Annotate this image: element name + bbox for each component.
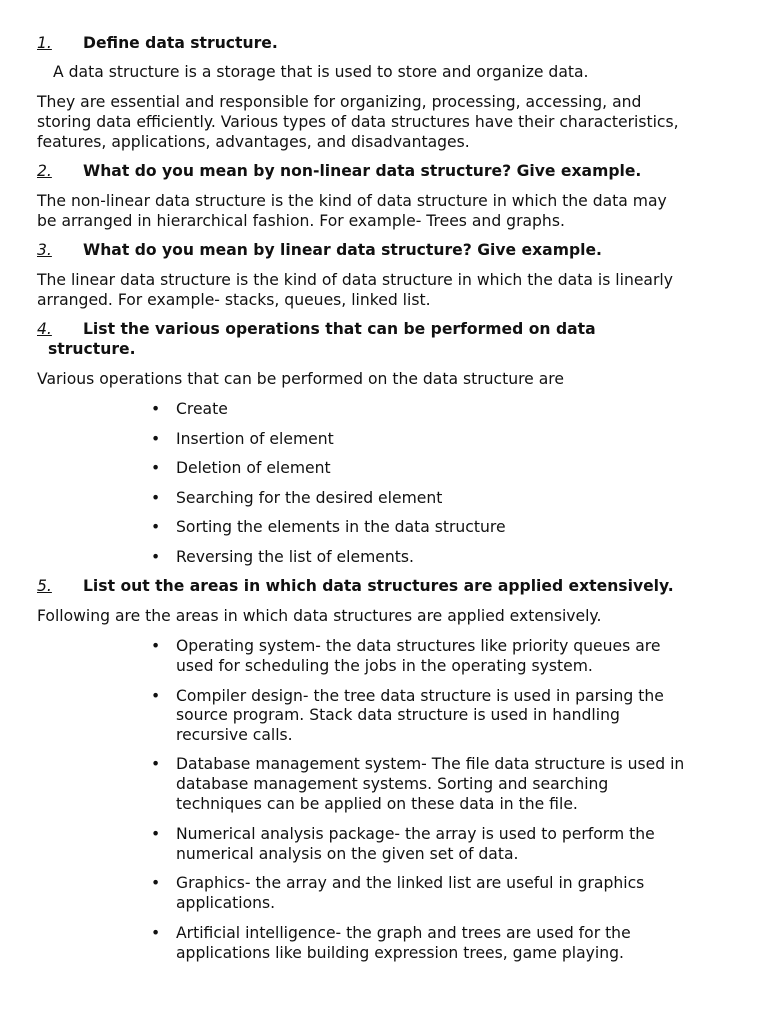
list-item-cont: database management systems. Sorting and searching bbox=[176, 775, 609, 793]
answer-line: arranged. For example- stacks, queues, linked list. bbox=[37, 291, 431, 309]
question-number: 2. bbox=[37, 162, 52, 180]
bullet-icon: • bbox=[151, 755, 161, 773]
list-item-cont: source program. Stack data structure is used in handling bbox=[176, 706, 620, 724]
list-item: Numerical analysis package- the array is used to perform the bbox=[176, 825, 655, 843]
bullet-icon: • bbox=[151, 489, 161, 507]
question-number: 4. bbox=[37, 320, 52, 338]
question-3-heading bbox=[37, 240, 602, 260]
bullet-icon: • bbox=[151, 637, 161, 655]
question-number: 1. bbox=[37, 34, 52, 52]
question-number: 5. bbox=[37, 577, 52, 595]
bullet-icon: • bbox=[151, 430, 161, 448]
list-item: Deletion of element bbox=[176, 459, 331, 477]
bullet-icon: • bbox=[151, 400, 161, 418]
answer-line: They are essential and responsible for organizing, processing, accessing, and bbox=[37, 93, 642, 111]
question-title: What do you mean by linear data structure? Give example. bbox=[83, 241, 602, 259]
list-item-cont: techniques can be applied on these data in the file. bbox=[176, 795, 578, 813]
list-item-cont: used for scheduling the jobs in the operating system. bbox=[176, 657, 593, 675]
question-2-heading bbox=[37, 161, 641, 181]
answer-line: A data structure is a storage that is used to store and organize data. bbox=[53, 63, 589, 81]
list-item: Compiler design- the tree data structure is used in parsing the bbox=[176, 687, 664, 705]
bullet-icon: • bbox=[151, 687, 161, 705]
list-item: Artificial intelligence- the graph and trees are used for the bbox=[176, 924, 631, 942]
question-title: List the various operations that can be performed on data bbox=[83, 320, 596, 338]
answer-intro: Various operations that can be performed on the data structure are bbox=[37, 370, 564, 388]
question-title: What do you mean by non-linear data structure? Give example. bbox=[83, 162, 642, 180]
answer-line: be arranged in hierarchical fashion. For example- Trees and graphs. bbox=[37, 212, 565, 230]
bullet-icon: • bbox=[151, 924, 161, 942]
question-number: 3. bbox=[37, 241, 52, 259]
list-item: Reversing the list of elements. bbox=[176, 548, 414, 566]
list-item: Sorting the elements in the data structure bbox=[176, 518, 506, 536]
answer-intro: Following are the areas in which data structures are applied extensively. bbox=[37, 607, 602, 625]
list-item: Searching for the desired element bbox=[176, 489, 443, 507]
list-item: Graphics- the array and the linked list are useful in graphics bbox=[176, 874, 645, 892]
question-5-heading bbox=[37, 576, 674, 596]
bullet-icon: • bbox=[151, 518, 161, 536]
question-title-cont: structure. bbox=[48, 340, 136, 358]
list-item: Insertion of element bbox=[176, 430, 334, 448]
question-title: Define data structure. bbox=[83, 34, 278, 52]
answer-line: The linear data structure is the kind of data structure in which the data is linearly bbox=[37, 271, 673, 289]
answer-line: The non-linear data structure is the kind of data structure in which the data may bbox=[37, 192, 667, 210]
list-item: Operating system- the data structures like priority queues are bbox=[176, 637, 661, 655]
list-item: Database management system- The file data structure is used in bbox=[176, 755, 685, 773]
bullet-icon: • bbox=[151, 548, 161, 566]
list-item-cont: applications. bbox=[176, 894, 276, 912]
bullet-icon: • bbox=[151, 825, 161, 843]
answer-line: features, applications, advantages, and disadvantages. bbox=[37, 133, 470, 151]
list-item-cont: numerical analysis on the given set of data. bbox=[176, 845, 519, 863]
list-item-cont: recursive calls. bbox=[176, 726, 293, 744]
bullet-icon: • bbox=[151, 459, 161, 477]
question-title: List out the areas in which data structures are applied extensively. bbox=[83, 577, 674, 595]
list-item-cont: applications like building expression trees, game playing. bbox=[176, 944, 624, 962]
question-1-heading bbox=[37, 33, 278, 53]
list-item: Create bbox=[176, 400, 228, 418]
bullet-icon: • bbox=[151, 874, 161, 892]
answer-line: storing data efficiently. Various types of data structures have their characteristics, bbox=[37, 113, 679, 131]
question-4-heading bbox=[37, 319, 596, 339]
